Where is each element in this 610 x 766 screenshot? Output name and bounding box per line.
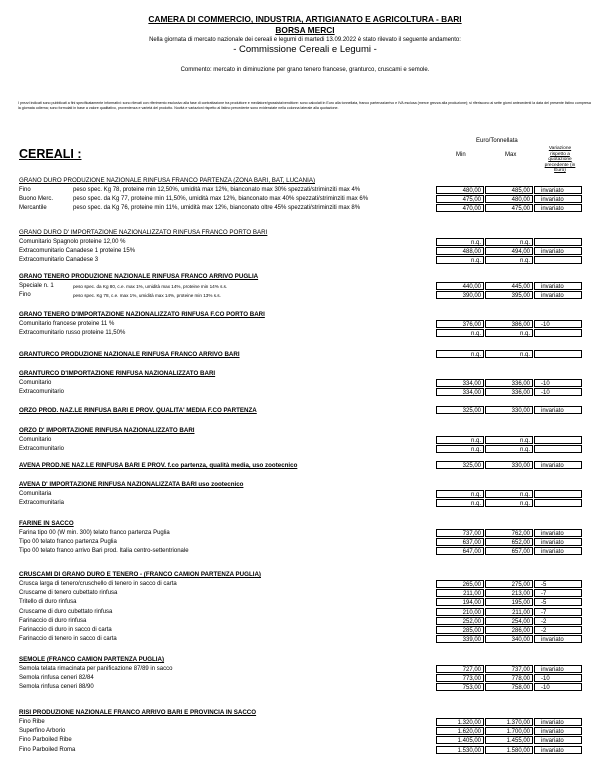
table-row: [0, 445, 610, 454]
variation-cell: [534, 238, 582, 246]
min-price-cell: 727,00: [436, 665, 484, 673]
min-price-cell: n.q.: [436, 490, 484, 498]
section-title: GRANTURCO D'IMPORTAZIONE RINFUSA NAZIONALIZZATO BARI: [19, 370, 216, 377]
row-label: Farinaccio di duro rinfusa: [19, 617, 87, 624]
table-row: [0, 626, 610, 635]
cereals-heading: CEREALI :: [19, 147, 82, 161]
max-column-header: Max: [505, 152, 517, 158]
row-label: Extracomunitario russo proteine 11,50%: [19, 330, 126, 337]
min-price-cell: 753,00: [436, 683, 484, 691]
section-title: CRUSCAMI DI GRANO DURO E TENERO - (FRANCO CAMION PARTENZA PUGLIA): [19, 571, 261, 578]
min-column-header: Min: [456, 152, 466, 158]
min-price-cell: 376,00: [436, 320, 484, 328]
table-row: [0, 736, 610, 745]
max-price-cell: 211,00: [485, 608, 533, 616]
min-price-cell: 325,00: [436, 406, 484, 414]
row-description: peso spec. Kg 78, c.e. max 1%, umidità max 14%, proteine min 13% s.s.: [73, 293, 221, 299]
chamber-title: CAMERA DI COMMERCIO, INDUSTRIA, ARTIGIANATO E AGRICOLTURA - BARI: [148, 14, 462, 24]
max-price-cell: 286,00: [485, 626, 533, 634]
variation-cell: invariato: [534, 186, 582, 194]
variation-cell: invariato: [534, 727, 582, 735]
price-list: [0, 14, 610, 766]
variation-cell: invariato: [534, 635, 582, 643]
max-price-cell: n.q.: [485, 350, 533, 358]
max-price-cell: n.q.: [485, 490, 533, 498]
variation-cell: -10: [534, 379, 582, 387]
section-title: AVENA PROD.NE NAZ.LE RINFUSA BARI E PROV. f.co partenza, qualità media, uso zootecnico: [19, 462, 298, 469]
table-row: [0, 674, 610, 683]
commission-title: - Commissione Cereali e Legumi -: [233, 44, 377, 55]
table-row: [0, 635, 610, 644]
max-price-cell: n.q.: [485, 445, 533, 453]
min-price-cell: n.q.: [436, 445, 484, 453]
table-row: [0, 547, 610, 556]
row-label: Fino Parboiled Roma: [19, 746, 76, 753]
row-label: Speciale n. 1: [19, 283, 54, 289]
table-row: [0, 291, 610, 300]
min-price-cell: 194,00: [436, 598, 484, 606]
row-description: peso spec. da Kg 77, proteine min 11,50%, umidità max 12%, bianconato max 40% spezzati/striminziti max 6%: [73, 196, 369, 203]
section-title: GRANO TENERO D'IMPORTAZIONE NAZIONALIZZATO RINFUSA F.CO PORTO BARI: [19, 311, 265, 318]
variation-cell: [534, 256, 582, 264]
min-price-cell: 475,00: [436, 195, 484, 203]
min-price-cell: n.q.: [436, 499, 484, 507]
min-price-cell: 480,00: [436, 186, 484, 194]
max-price-cell: 475,00: [485, 204, 533, 212]
table-row: [0, 195, 610, 204]
max-price-cell: 762,00: [485, 529, 533, 537]
row-label: Comunitaria: [19, 491, 52, 497]
variation-cell: -5: [534, 580, 582, 588]
max-price-cell: 1.455,00: [485, 736, 533, 744]
table-row: [0, 186, 610, 195]
min-price-cell: 390,00: [436, 291, 484, 299]
table-row: [0, 388, 610, 397]
variation-cell: -7: [534, 608, 582, 616]
max-price-cell: 330,00: [485, 406, 533, 414]
min-price-cell: 325,00: [436, 461, 484, 469]
table-row: [0, 746, 610, 755]
row-label: Semola rinfusa ceneri 82/84: [19, 675, 94, 682]
variation-cell: invariato: [534, 538, 582, 546]
max-price-cell: n.q.: [485, 238, 533, 246]
max-price-cell: n.q.: [485, 499, 533, 507]
exchange-title: BORSA MERCI: [275, 25, 335, 35]
row-label: Fino: [19, 292, 31, 299]
variation-cell: invariato: [534, 291, 582, 299]
min-price-cell: 637,00: [436, 538, 484, 546]
max-price-cell: 652,00: [485, 538, 533, 546]
variation-cell: -2: [534, 617, 582, 625]
row-label: Cruscame di duro cubettato rinfusa: [19, 608, 113, 615]
row-label: Farinaccio di tenero in sacco di carta: [19, 636, 117, 643]
max-price-cell: 195,00: [485, 598, 533, 606]
table-row: [0, 580, 610, 589]
max-price-cell: 778,00: [485, 674, 533, 682]
variation-cell: invariato: [534, 195, 582, 203]
row-label: Mercantile: [19, 205, 47, 212]
market-comment: Commento: mercato in diminuzione per grano tenero francese, granturco, cruscami e semole.: [180, 67, 430, 73]
max-price-cell: 494,00: [485, 247, 533, 255]
row-label: Buono Merc.: [19, 196, 54, 203]
min-price-cell: n.q.: [436, 436, 484, 444]
section-title: GRANO DURO D' IMPORTAZIONE NAZIONALIZZATO RINFUSA FRANCO PORTO BARI: [19, 229, 268, 236]
table-row: [0, 320, 610, 329]
min-price-cell: n.q.: [436, 329, 484, 337]
row-label: Superfino Arborio: [19, 728, 66, 735]
table-row: [0, 247, 610, 256]
table-row: [0, 718, 610, 727]
min-price-cell: 1.620,00: [436, 727, 484, 735]
variation-cell: -10: [534, 388, 582, 396]
max-price-cell: 485,00: [485, 186, 533, 194]
row-label: Extracomunitario Canadese 3: [19, 257, 99, 264]
row-label: Comunitario Spagnolo proteine 12,00 %: [19, 239, 126, 245]
row-description: peso spec. da Kg 80, c.e. max 1%, umidità max 14%, proteine min 14% s.s.: [73, 284, 228, 289]
variation-cell: [534, 436, 582, 444]
min-price-cell: 211,00: [436, 589, 484, 597]
row-label: Comunitario francese proteine 11 %: [19, 321, 115, 327]
row-label: Extracomunitaria: [19, 500, 65, 507]
variation-cell: invariato: [534, 547, 582, 555]
table-row: [0, 406, 610, 415]
variation-cell: -10: [534, 674, 582, 682]
row-label: Fino: [19, 187, 31, 193]
variation-cell: -7: [534, 589, 582, 597]
min-price-cell: 737,00: [436, 529, 484, 537]
market-date-line: Nella giornata di mercato nazionale dei cereali e legumi di martedi 13.09.2022 è stato rilevato il seguente andamento:: [149, 37, 461, 43]
section-title: ORZO D' IMPORTAZIONE RINFUSA NAZIONALIZZATO BARI: [19, 427, 195, 434]
max-price-cell: 1.700,00: [485, 727, 533, 735]
max-price-cell: 758,00: [485, 683, 533, 691]
row-label: Comunitario: [19, 437, 52, 443]
variation-cell: [534, 490, 582, 498]
row-label: Tipo 00 telato franco partenza Puglia: [19, 539, 117, 546]
section-title: GRANO DURO PRODUZIONE NAZIONALE RINFUSA FRANCO PARTENZA (ZONA BARI, BAT, LUCANIA): [19, 177, 316, 184]
max-price-cell: n.q.: [485, 436, 533, 444]
variation-cell: invariato: [534, 282, 582, 290]
min-price-cell: 440,00: [436, 282, 484, 290]
min-price-cell: n.q.: [436, 350, 484, 358]
variation-cell: [534, 445, 582, 453]
section-title: ORZO PROD. NAZ.LE RINFUSA BARI E PROV. QUALITA' MEDIA F.CO PARTENZA: [19, 407, 257, 414]
variation-cell: [534, 329, 582, 337]
max-price-cell: 213,00: [485, 589, 533, 597]
max-price-cell: n.q.: [485, 329, 533, 337]
section-title: SEMOLE (FRANCO CAMION PARTENZA PUGLIA): [19, 656, 165, 663]
variation-cell: invariato: [534, 247, 582, 255]
table-row: [0, 608, 610, 617]
table-row: [0, 538, 610, 547]
min-price-cell: 470,00: [436, 204, 484, 212]
variation-cell: [534, 499, 582, 507]
table-row: [0, 329, 610, 338]
table-row: [0, 461, 610, 470]
min-price-cell: 488,00: [436, 247, 484, 255]
max-price-cell: 1.580,00: [485, 746, 533, 754]
min-price-cell: 1.530,00: [436, 746, 484, 754]
section-title: FARINE IN SACCO: [19, 520, 74, 527]
max-price-cell: 480,00: [485, 195, 533, 203]
min-price-cell: 252,00: [436, 617, 484, 625]
row-label: Extracomunitario Canadese 1 proteine 15%: [19, 248, 136, 255]
max-price-cell: 336,00: [485, 388, 533, 396]
max-price-cell: 386,00: [485, 320, 533, 328]
max-price-cell: 254,00: [485, 617, 533, 625]
table-row: [0, 683, 610, 692]
variation-cell: invariato: [534, 736, 582, 744]
section-title: AVENA D' IMPORTAZIONE RINFUSA NAZIONALIZZATA BARI uso zootecnico: [19, 481, 244, 488]
table-row: [0, 256, 610, 265]
max-price-cell: 336,00: [485, 379, 533, 387]
min-price-cell: 647,00: [436, 547, 484, 555]
variation-cell: -5: [534, 598, 582, 606]
min-price-cell: n.q.: [436, 238, 484, 246]
row-label: Fino Ribe: [19, 719, 45, 725]
row-label: Comunitario: [19, 380, 52, 386]
variation-cell: [534, 350, 582, 358]
variation-cell: invariato: [534, 665, 582, 673]
variation-cell: invariato: [534, 406, 582, 414]
variation-cell: -10: [534, 320, 582, 328]
min-price-cell: 773,00: [436, 674, 484, 682]
max-price-cell: 737,00: [485, 665, 533, 673]
variation-cell: invariato: [534, 718, 582, 726]
section-title: GRANO TENERO PRODUZIONE NAZIONALE RINFUSA FRANCO ARRIVO PUGLIA: [19, 273, 259, 280]
variation-cell: invariato: [534, 746, 582, 754]
table-row: [0, 598, 610, 607]
row-description: peso spec. Kg 78, proteine min 12,50%, umidità max 12%, bianconato max 30% spezzati/striminziti max 4%: [73, 187, 361, 193]
max-price-cell: 445,00: [485, 282, 533, 290]
row-label: Tipo 00 telato franco arrivo Bari prod. Italia centro-settentrionale: [19, 548, 189, 555]
table-row: [0, 490, 610, 499]
table-row: [0, 617, 610, 626]
row-label: Extracomunitario: [19, 389, 65, 396]
row-description: peso spec. da Kg 76, proteine min 11%, umidità max 12%, bianconato oltre 45% spezzati/striminziti max 8%: [73, 205, 361, 212]
row-label: Cruscame di tenero cubettato rinfusa: [19, 590, 118, 597]
row-label: Crusca larga di tenero/cruschello di tenero in sacco di carta: [19, 581, 177, 587]
row-label: Farina tipo 00 (W min. 300) telato franco partenza Puglia: [19, 530, 170, 536]
max-price-cell: n.q.: [485, 256, 533, 264]
table-row: [0, 529, 610, 538]
min-price-cell: 1.405,00: [436, 736, 484, 744]
row-label: Extracomunitario: [19, 446, 65, 453]
min-price-cell: 210,00: [436, 608, 484, 616]
min-price-cell: n.q.: [436, 256, 484, 264]
min-price-cell: 1.320,00: [436, 718, 484, 726]
row-label: Semola rinfusa ceneri 88/90: [19, 684, 94, 691]
max-price-cell: 395,00: [485, 291, 533, 299]
variation-cell: -10: [534, 683, 582, 691]
row-label: Fino Parboiled Ribe: [19, 737, 72, 744]
variation-cell: invariato: [534, 529, 582, 537]
table-row: [0, 665, 610, 674]
unit-header: Euro/Tonnellata: [476, 138, 518, 144]
max-price-cell: 340,00: [485, 635, 533, 643]
max-price-cell: 330,00: [485, 461, 533, 469]
table-row: [0, 436, 610, 445]
min-price-cell: 265,00: [436, 580, 484, 588]
table-row: [0, 204, 610, 213]
max-price-cell: 275,00: [485, 580, 533, 588]
variation-cell: invariato: [534, 204, 582, 212]
row-label: Semola telata rimacinata per panificazione 87/89 in sacco: [19, 666, 173, 672]
row-label: Tritello di duro rinfusa: [19, 599, 77, 606]
table-row: [0, 727, 610, 736]
table-row: [0, 238, 610, 247]
min-price-cell: 285,00: [436, 626, 484, 634]
table-row: [0, 499, 610, 508]
table-row: [0, 379, 610, 388]
table-row: [0, 350, 610, 359]
table-row: [0, 282, 610, 291]
min-price-cell: 334,00: [436, 379, 484, 387]
variation-cell: -2: [534, 626, 582, 634]
max-price-cell: 657,00: [485, 547, 533, 555]
section-title: GRANTURCO PRODUZIONE NAZIONALE RINFUSA FRANCO ARRIVO BARI: [19, 351, 240, 358]
max-price-cell: 1.370,00: [485, 718, 533, 726]
min-price-cell: 339,00: [436, 635, 484, 643]
variation-cell: invariato: [534, 461, 582, 469]
table-row: [0, 589, 610, 598]
min-price-cell: 334,00: [436, 388, 484, 396]
disclaimer-text: I prezzi indicati sono pubblicati a fini specificatamente informativi: sono rilevati con riferimento esclusivo alla fase di contrattazione tra produttore e mediatore/grossista/venditore: sono calcolati in Euro alla tonnellata, franco partenza/arrivo e IVA esclusa (merce grezza alla produzione); si riferiscono ai sette giorni antecedenti la data del presente listino compresa la giornata odierna; sono formulati in base a valore qualitativo, provenienza e varietà del prodotto. Novità e variazioni rispetto al listino precedente sono evidenziate nella colonna laterale alla quotazione.: [18, 101, 591, 110]
variation-column-header: Variazione rispetto a quotazione precedente (in Euro): [544, 146, 576, 174]
row-label: Farinaccio di duro in sacco di carta: [19, 627, 112, 633]
section-title: RISI PRODUZIONE NAZIONALE FRANCO ARRIVO BARI E PROVINCIA IN SACCO: [19, 709, 257, 716]
